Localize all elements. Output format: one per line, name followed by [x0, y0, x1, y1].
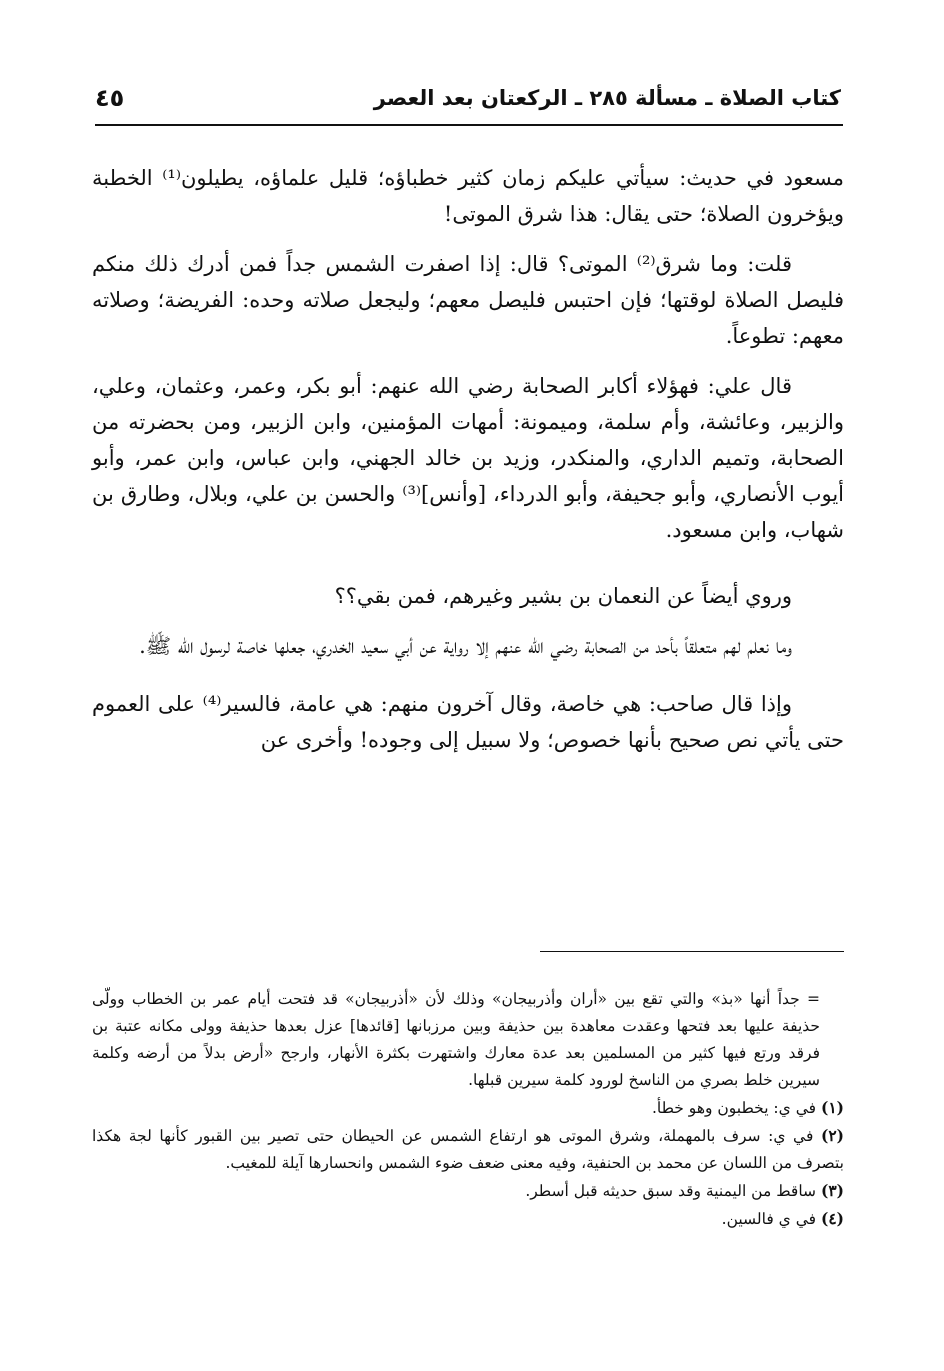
footnote-number: (١)	[820, 1098, 844, 1117]
paragraph-1: مسعود في حديث: سيأتي عليكم زمان كثير خطباؤه؛ قليل علماؤه، يطيلون⁽¹⁾ الخطبة ويؤخرون الصلاة؛ حتى يقال: هذا شرق الموتى!	[92, 166, 844, 226]
paragraph-6: وإذا قال صاحب: هي خاصة، وقال آخرون منهم: هي عامة، فالسير⁽⁴⁾ على العموم حتى يأتي نص صحيح بأنها خصوص؛ ولا سبيل إلى وجوده! وأخرى عن	[92, 692, 844, 752]
footnote-number: (٢)	[820, 1126, 844, 1145]
header-divider	[95, 124, 843, 126]
running-header	[95, 80, 841, 120]
footnote-3	[92, 1177, 844, 1205]
footnote-text: في ي: يخطبون وهو خطأ.	[651, 1099, 817, 1117]
footnote-number: (٤)	[820, 1209, 844, 1228]
footnote-2	[92, 1122, 844, 1177]
footnote-divider	[540, 951, 844, 952]
footnote-text: في ي فالسين.	[721, 1210, 817, 1228]
footnote-continuation: = جداً أنها «بذ» والتي تقع بين «أران وأذربيجان» وذلك لأن «أذربيجان» قد فتحت أيام عمر بن الخطاب وولّى حذيفة عليها بعد فتحها وعقدت معاهدة بين حذيفة وبين مرزبانها [قائدها] عزل بعدها حذيفة وولى مكانه عتبة بن فرقد ورتع فيها كثير من المسلمين بعد عدة معارك واشتهرت بكثرة الأنهار، وارجح «أرض بدلاً من أرضه وكلمة سيرين خلط بصري من الناسخ لورود كلمة سيرين قبلها.	[92, 990, 820, 1089]
footnote-text: ساقط من اليمنية وقد سبق حديثه قبل أسطر.	[525, 1182, 817, 1200]
paragraph-5: وما نعلم لهم متعلقاً بأحد من الصحابة رضي الله عنهم إلا رواية عن أبي سعيد الخدري، جعلها خاصة لرسول الله ﷺ.	[139, 634, 792, 658]
paragraph-4: وروي أيضاً عن النعمان بن بشير وغيرهم، فمن بقي؟؟	[334, 584, 792, 608]
paragraph-2: قلت: وما شرق⁽²⁾ الموتى؟ قال: إذا اصفرت الشمس جداً فمن أدرك ذلك منكم فليصل الصلاة لوقتها؛ فإن احتبس فليصل معهم؛ وليجعل صلاته وحده: الفريضة؛ وصلاته معهم: تطوعاً.	[92, 252, 844, 348]
paragraph-3: قال علي: فهؤلاء أكابر الصحابة رضي الله عنهم: أبو بكر، وعمر، وعثمان، وعلي، والزبير، وعائشة، وأم سلمة، وميمونة: أمهات المؤمنين، وابن الزبير، ومن بحضرته من الصحابة، وتميم الداري، والمنكدر، وزيد بن خالد الجهني، وابن عباس، وابن عمر، وأبو أيوب الأنصاري، وأبو جحيفة، وأبو الدرداء، [وأنس]⁽³⁾ والحسن بن علي، وبلال، وطارق بن شهاب، وابن مسعود.	[92, 374, 845, 542]
main-text	[92, 160, 844, 772]
footnote-text: في ي: سرف بالمهملة، وشرق الموتى هو ارتفاع الشمس عن الحيطان حتى تصير بين القبور كأنها لجة هكذا بتصرف من اللسان عن محمد بن الحنفية، وفيه معنى ضعف ضوء الشمس وانحسارها آيلة للمغيب.	[92, 1127, 844, 1172]
footnote-1	[92, 1094, 844, 1122]
footnotes	[92, 986, 844, 1233]
header-title: كتاب الصلاة ـ مسألة ٢٨٥ ـ الركعتان بعد العصر	[373, 86, 841, 110]
footnote-4	[92, 1205, 844, 1233]
footnote-number: (٣)	[820, 1181, 844, 1200]
page-number: ٤٥	[95, 84, 125, 112]
